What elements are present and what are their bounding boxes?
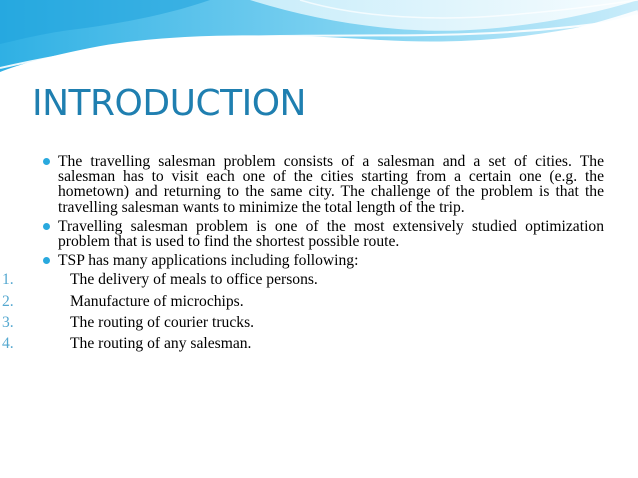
list-number: 4. [2, 335, 14, 353]
application-text: The routing of courier trucks. [70, 313, 255, 331]
bullet-text: The travelling salesman problem consists of a salesman and a set of cities. The salesman has to visit each one of the cities starting from a certain one (e.g. the hometown) and returning to the same city. The challenge of the problem is that the travelling salesman wants to minimize the total length of the trip. [58, 153, 604, 216]
application-text: The routing of any salesman. [70, 335, 252, 353]
slide-content [0, 154, 638, 357]
bullet-dot-icon [43, 158, 50, 165]
application-item [0, 272, 638, 287]
bullet-item [0, 154, 638, 215]
list-number: 1. [2, 271, 14, 289]
application-item [0, 294, 638, 309]
bullet-text: Travelling salesman problem is one of the most extensively studied optimization problem that is used to find the shortest possible route. [58, 217, 604, 251]
application-text: Manufacture of microchips. [70, 292, 244, 310]
bullet-dot-icon [43, 223, 50, 230]
application-item [0, 315, 638, 330]
bullet-item [0, 253, 638, 268]
bullet-dot-icon [43, 257, 50, 264]
header-wave-banner [0, 0, 638, 80]
applications-list [0, 272, 638, 351]
slide-title: INTRODUCTION [32, 83, 306, 124]
bullet-text: TSP has many applications including following: [58, 252, 359, 270]
application-item [0, 336, 638, 351]
bullet-item [0, 219, 638, 249]
list-number: 2. [2, 292, 14, 310]
list-number: 3. [2, 313, 14, 331]
application-text: The delivery of meals to office persons. [70, 271, 318, 289]
